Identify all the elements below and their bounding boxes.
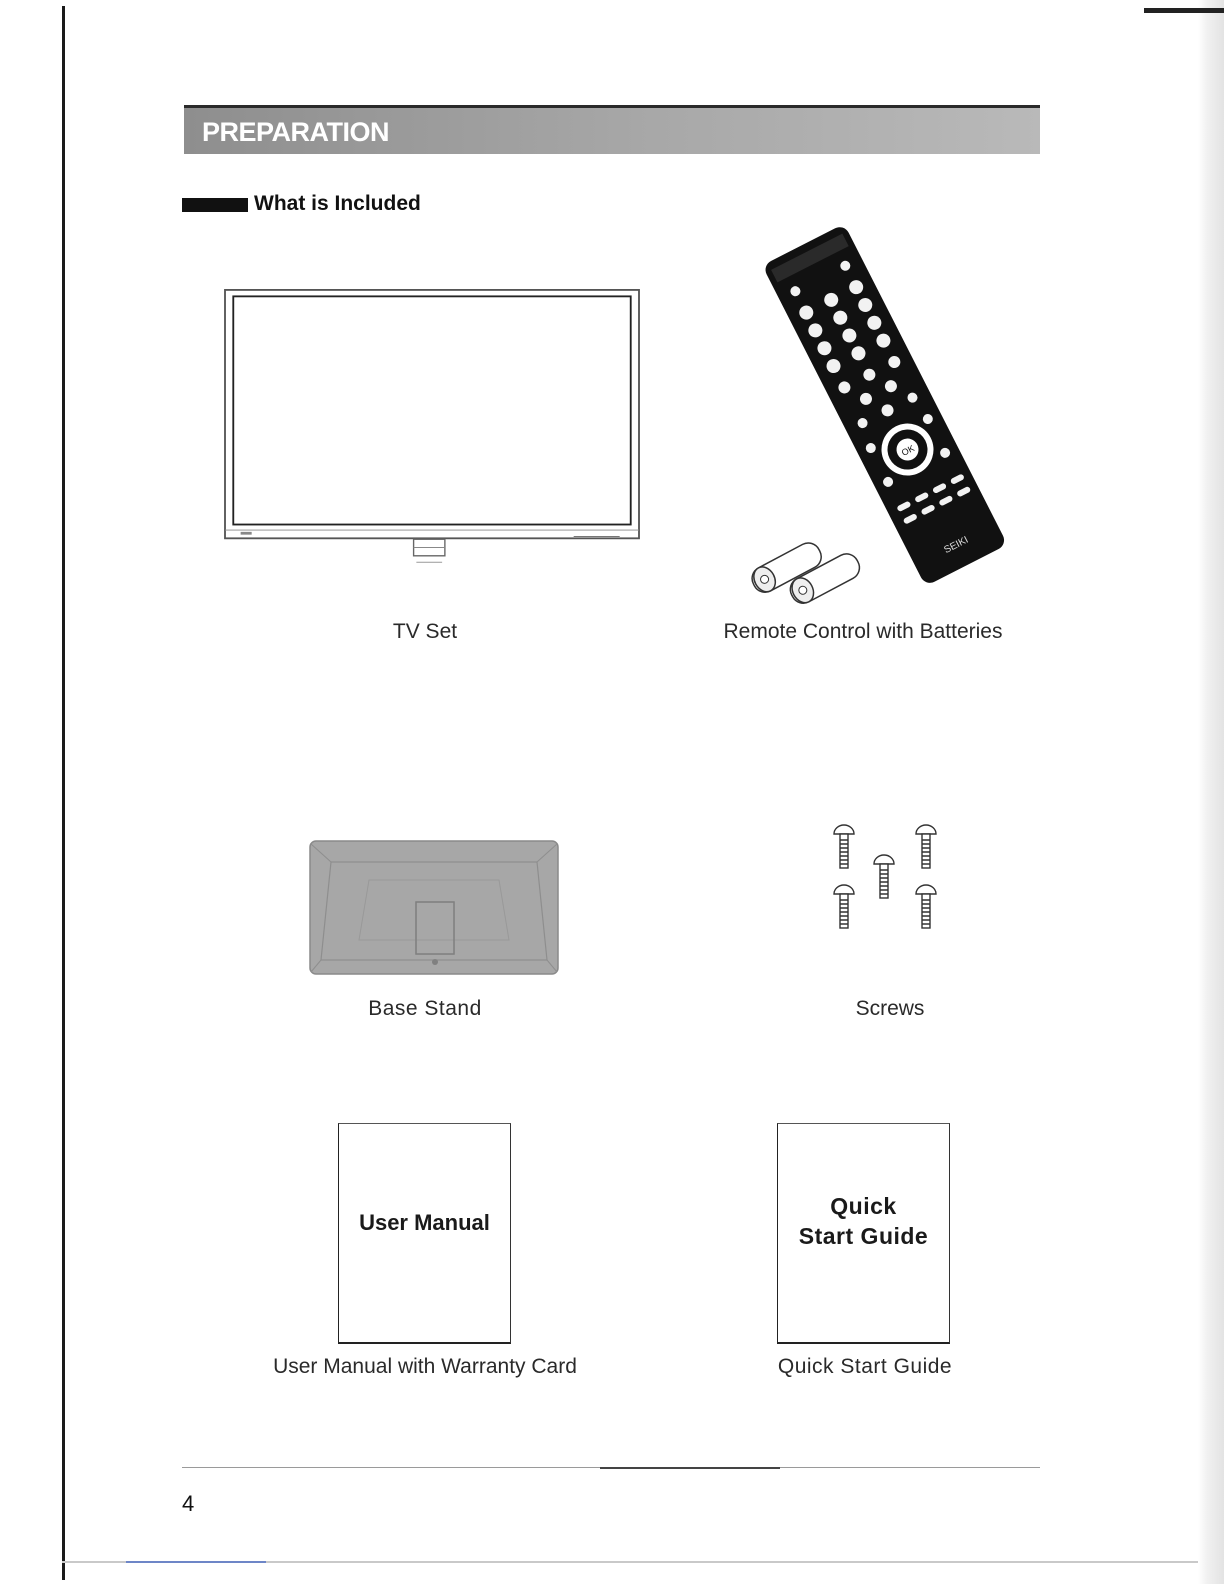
- screws-icon: [820, 818, 950, 938]
- footer-divider-accent: [600, 1467, 780, 1469]
- section-marker: [182, 198, 248, 212]
- base-stand-caption: Base Stand: [368, 997, 482, 1020]
- quick-start-guide-cover-line-1: Quick: [830, 1193, 897, 1219]
- page-corner-mark: [1144, 8, 1224, 13]
- page-number: 4: [182, 1491, 195, 1516]
- base-stand-icon: [309, 840, 559, 975]
- quick-start-guide-cover-line-2: Start Guide: [798, 1223, 929, 1249]
- ok-button-label: OK: [899, 443, 917, 458]
- batteries-icon: [748, 539, 864, 605]
- user-manual-icon: [338, 1123, 511, 1344]
- quick-start-guide-caption: Quick Start Guide: [777, 1355, 953, 1378]
- screws-caption: Screws: [855, 997, 925, 1020]
- remote-control-icon: [740, 220, 1010, 605]
- section-title: What is Included: [254, 192, 421, 215]
- page-title: PREPARATION: [202, 117, 390, 147]
- user-manual-caption: User Manual with Warranty Card: [273, 1355, 577, 1378]
- user-manual-cover-title: User Manual: [359, 1210, 490, 1235]
- tv-icon: [206, 289, 658, 565]
- header-banner: [184, 105, 1040, 154]
- page-bottom-mark: [126, 1561, 266, 1563]
- remote-brand-label: SEIKI: [942, 534, 971, 557]
- tv-set-caption: TV Set: [392, 620, 458, 643]
- page-left-edge: [62, 6, 65, 1580]
- remote-caption: Remote Control with Batteries: [723, 620, 1003, 643]
- page-right-shadow: [1198, 0, 1224, 1584]
- quick-start-guide-icon: [777, 1123, 950, 1344]
